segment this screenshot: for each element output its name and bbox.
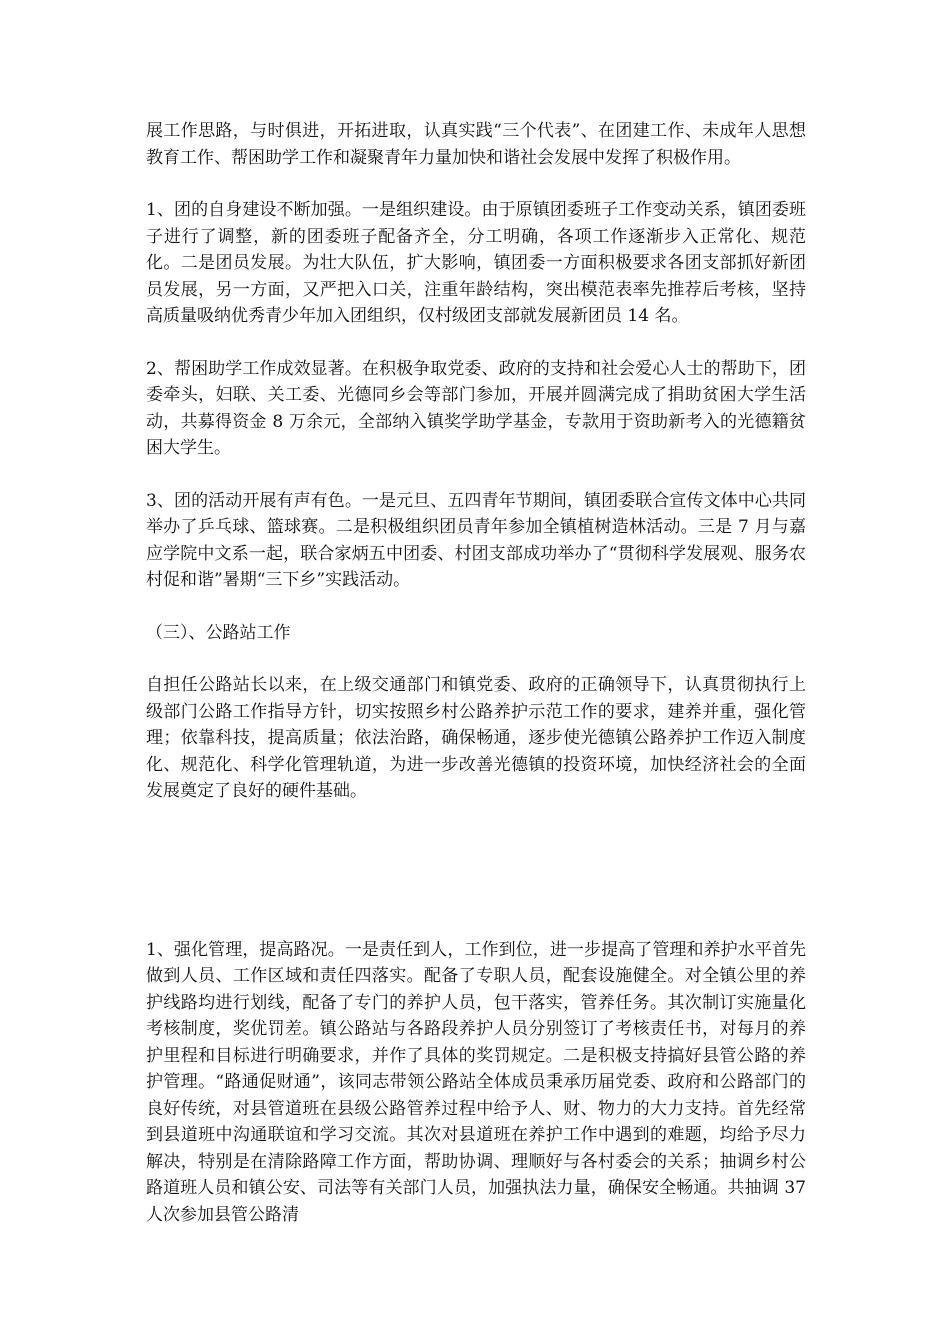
paragraph-team-building: 1、团的自身建设不断加强。一是组织建设。由于原镇团委班子工作变动关系，镇团委班子进行了调整，新的团委班子配备齐全，分工明确，各项工作逐渐步入正常化、规范化。二是团员发展。为壮大队伍，扩大影响，镇团委一方面积极要求各团支部抓好新团员发展，另一方面，又严把入口关，注重年龄结构，突出模范表率先推荐后考核，坚持高质量吸纳优秀青少年加入团组织，仅村级团支部就发展新团员 14 名。 <box>146 200 806 326</box>
paragraph-road-management: 1、强化管理，提高路况。一是责任到人，工作到位，进一步提高了管理和养护水平首先做到人员、工作区域和责任四落实。配备了专职人员，配套设施健全。对全镇公里的养护线路均进行划线，配备了专门的养护人员，包干落实，管养任务。其次制订实施量化考核制度，奖优罚差。镇公路站与各路段养护人员分别签订了考核责任书，对每月的养护里程和目标进行明确要求，并作了具体的奖罚规定。二是积极支持搞好县管公路的养护管理。“路通促财通”，该同志带领公路站全体成员秉承历届党委、政府和公路部门的良好传统，对县管道班在县级公路管养过程中给予人、财、物力的大力支持。首先经常到县道班中沟通联谊和学习交流。其次对县道班在养护工作中遇到的难题，均给予尽力解决，特别是在清除路障工作方面，帮助协调、理顺好与各村委会的关系；抽调乡村公路道班人员和镇公安、司法等有关部门人员，加强执法力量，确保安全畅通。共抽调 37 人次参加县管公路清 <box>146 939 806 1225</box>
document-body <box>146 118 806 1254</box>
paragraph-intro: 展工作思路，与时俱进，开拓进取，认真实践“三个代表”、在团建工作、未成年人思想教育工作、帮困助学工作和凝聚青年力量加快和谐社会发展中发挥了积极作用。 <box>146 121 806 168</box>
paragraph-team-activities: 3、团的活动开展有声有色。一是元旦、五四青年节期间，镇团委联合宣传文体中心共同举办了乒乓球、篮球赛。二是积极组织团员青年参加全镇植树造林活动。三是 7 月与嘉应学院中文系一起，联合家炳五中团委、村团支部成功举办了“贯彻科学发展观、服务农村促和谐”暑期“三下乡”实践活动。 <box>146 490 806 590</box>
blank-gap <box>146 831 806 937</box>
paragraph-road-station-intro: 自担任公路站长以来，在上级交通部门和镇党委、政府的正确领导下，认真贯彻执行上级部门公路工作指导方针，切实按照乡村公路养护示范工作的要求，建养并重，强化管理；依靠科技，提高质量；依法治路，确保畅通，逐步使光德镇公路养护工作迈入制度化、规范化、科学化管理轨道，为进一步改善光德镇的投资环境，加快经济社会的全面发展奠定了良好的硬件基础。 <box>146 675 806 801</box>
section-heading: （三）、公路站工作 <box>146 622 291 643</box>
paragraph-student-aid: 2、帮困助学工作成效显著。在积极争取党委、政府的支持和社会爱心人士的帮助下，团委牵头，妇联、关工委、光德同乡会等部门参加，开展并圆满完成了捐助贫困大学生活动，共募得资金 8 万余元，全部纳入镇奖学助学基金，专款用于资助新考入的光德籍贫困大学生。 <box>146 358 806 458</box>
